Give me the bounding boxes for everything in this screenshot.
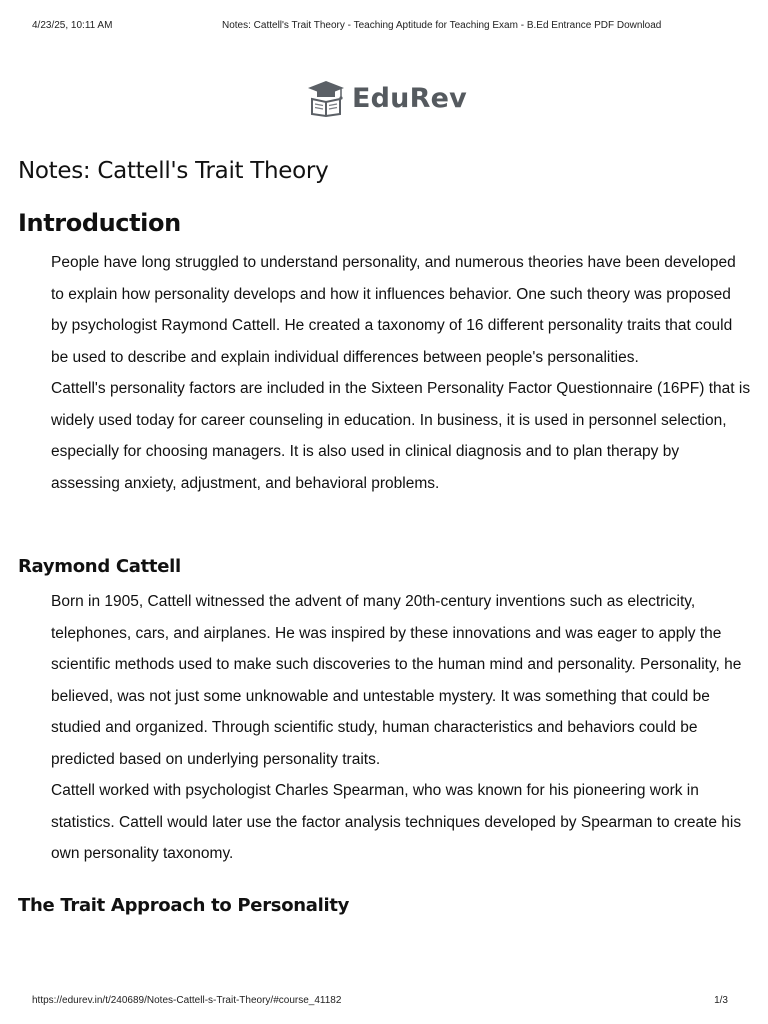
raymond-cattell-body bbox=[51, 586, 751, 870]
introduction-paragraph: Cattell's personality factors are included in the Sixteen Personality Factor Questionnaire (16PF) that is widely used today for career counseling in education. In business, it is used in personnel selection, especially for choosing managers. It is also used in clinical diagnosis and to plan therapy by assessing anxiety, adjustment, and behavioral problems. bbox=[51, 380, 751, 492]
print-doc-title: Notes: Cattell's Trait Theory - Teaching Aptitude for Teaching Exam - B.Ed Entrance PDF Download bbox=[222, 20, 662, 31]
introduction-paragraph: People have long struggled to understand personality, and numerous theories have been developed to explain how personality develops and how it influences behavior. One such theory was proposed by psychologist Raymond Cattell. He created a taxonomy of 16 different personality traits that could be used to describe and explain individual differences between people's personalities. bbox=[51, 254, 736, 366]
graduation-cap-book-icon bbox=[306, 79, 346, 117]
edurev-logo[interactable] bbox=[306, 78, 467, 118]
raymond-cattell-paragraph: Cattell worked with psychologist Charles Spearman, who was known for his pioneering work in statistics. Cattell would later use the factor analysis techniques developed by Spearman to create his own personality taxonomy. bbox=[51, 782, 742, 862]
introduction-body bbox=[51, 247, 751, 499]
print-footer bbox=[32, 994, 736, 1008]
raymond-cattell-paragraph: Born in 1905, Cattell witnessed the advent of many 20th-century inventions such as electricity, telephones, cars, and airplanes. He was inspired by these innovations and was eager to apply the scientific methods used to make such discoveries to the human mind and personality. Personality, he believed, was not just some unknowable and untestable mystery. It was something that could be studied and organized. Through scientific study, human characteristics and behaviors could be predicted based on underlying personality traits. bbox=[51, 593, 742, 768]
logo-text: EduRev bbox=[352, 82, 467, 114]
print-header bbox=[32, 19, 736, 33]
introduction-heading: Introduction bbox=[18, 209, 181, 237]
print-datetime: 4/23/25, 10:11 AM bbox=[32, 20, 113, 31]
page-number: 1/3 bbox=[714, 995, 728, 1006]
print-url: https://edurev.in/t/240689/Notes-Cattell-s-Trait-Theory/#course_41182 bbox=[32, 995, 342, 1006]
trait-approach-heading: The Trait Approach to Personality bbox=[18, 895, 350, 916]
raymond-cattell-heading: Raymond Cattell bbox=[18, 556, 181, 577]
page-title: Notes: Cattell's Trait Theory bbox=[18, 158, 329, 184]
